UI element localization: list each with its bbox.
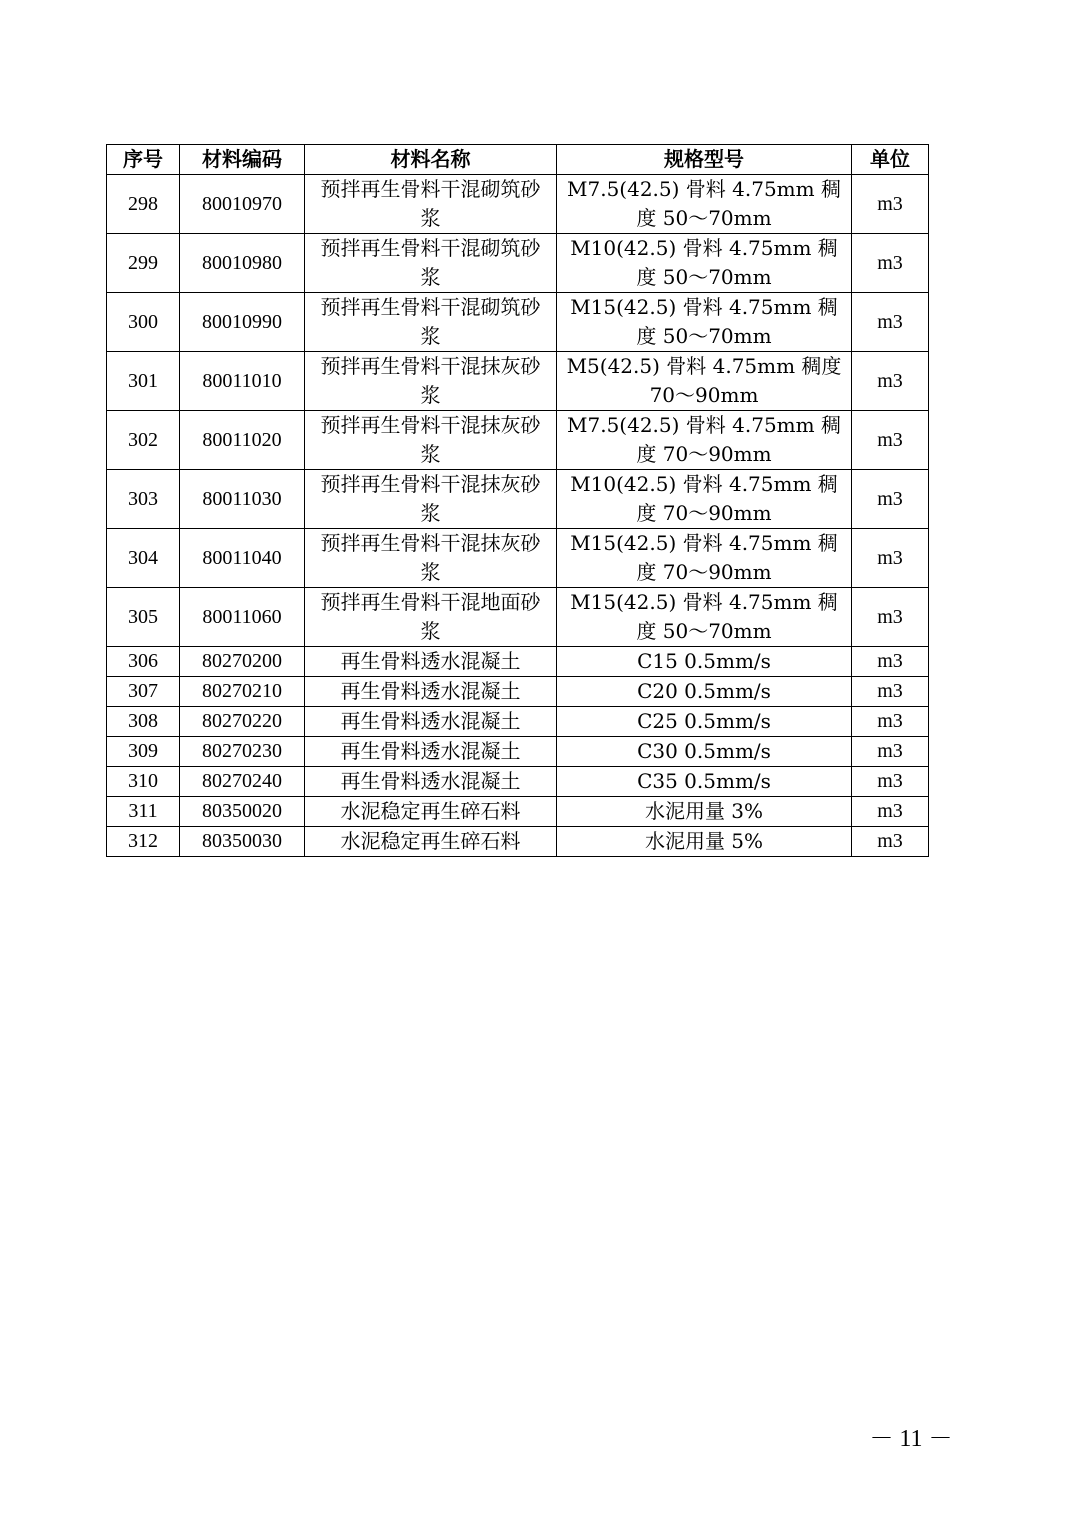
table-row <box>107 411 929 470</box>
cell-seq: 307 <box>107 677 180 707</box>
table-row <box>107 827 929 857</box>
cell-name: 预拌再生骨料干混抹灰砂浆 <box>305 411 557 470</box>
cell-name: 预拌再生骨料干混砌筑砂浆 <box>305 175 557 234</box>
cell-unit: m3 <box>852 827 929 857</box>
cell-name: 再生骨料透水混凝土 <box>305 707 557 737</box>
cell-code: 80011010 <box>180 352 305 411</box>
table-row <box>107 737 929 767</box>
cell-code: 80011030 <box>180 470 305 529</box>
cell-seq: 311 <box>107 797 180 827</box>
cell-spec: M10(42.5) 骨料 4.75mm 稠度 50～70mm <box>557 234 852 293</box>
table-row <box>107 293 929 352</box>
cell-seq: 301 <box>107 352 180 411</box>
header-unit: 单位 <box>852 145 929 175</box>
cell-name: 再生骨料透水混凝土 <box>305 737 557 767</box>
cell-unit: m3 <box>852 737 929 767</box>
cell-unit: m3 <box>852 470 929 529</box>
cell-name: 预拌再生骨料干混砌筑砂浆 <box>305 293 557 352</box>
cell-name: 预拌再生骨料干混地面砂浆 <box>305 588 557 647</box>
cell-code: 80270220 <box>180 707 305 737</box>
cell-spec: M7.5(42.5) 骨料 4.75mm 稠度 50～70mm <box>557 175 852 234</box>
cell-code: 80011060 <box>180 588 305 647</box>
table-row <box>107 529 929 588</box>
cell-name: 水泥稳定再生碎石料 <box>305 827 557 857</box>
header-name: 材料名称 <box>305 145 557 175</box>
table-row <box>107 677 929 707</box>
page-number: － 11 － <box>869 1426 953 1452</box>
cell-code: 80010980 <box>180 234 305 293</box>
table-row <box>107 588 929 647</box>
cell-seq: 304 <box>107 529 180 588</box>
header-spec: 规格型号 <box>557 145 852 175</box>
cell-name: 再生骨料透水混凝土 <box>305 767 557 797</box>
cell-code: 80010990 <box>180 293 305 352</box>
cell-code: 80350020 <box>180 797 305 827</box>
header-seq: 序号 <box>107 145 180 175</box>
table-row <box>107 175 929 234</box>
cell-spec: C15 0.5mm/s <box>557 647 852 677</box>
cell-unit: m3 <box>852 411 929 470</box>
cell-unit: m3 <box>852 797 929 827</box>
cell-seq: 312 <box>107 827 180 857</box>
cell-name: 预拌再生骨料干混砌筑砂浆 <box>305 234 557 293</box>
table-row <box>107 470 929 529</box>
cell-spec: C35 0.5mm/s <box>557 767 852 797</box>
cell-unit: m3 <box>852 175 929 234</box>
cell-unit: m3 <box>852 293 929 352</box>
cell-seq: 310 <box>107 767 180 797</box>
cell-seq: 302 <box>107 411 180 470</box>
table-body <box>107 175 929 857</box>
cell-unit: m3 <box>852 767 929 797</box>
cell-unit: m3 <box>852 677 929 707</box>
table-row <box>107 767 929 797</box>
table-header-row <box>107 145 929 175</box>
cell-code: 80270230 <box>180 737 305 767</box>
cell-unit: m3 <box>852 707 929 737</box>
cell-code: 80011020 <box>180 411 305 470</box>
header-code: 材料编码 <box>180 145 305 175</box>
cell-code: 80011040 <box>180 529 305 588</box>
cell-seq: 300 <box>107 293 180 352</box>
cell-spec: C30 0.5mm/s <box>557 737 852 767</box>
cell-spec: M15(42.5) 骨料 4.75mm 稠度 50～70mm <box>557 293 852 352</box>
cell-spec: M10(42.5) 骨料 4.75mm 稠度 70～90mm <box>557 470 852 529</box>
cell-unit: m3 <box>852 234 929 293</box>
cell-unit: m3 <box>852 352 929 411</box>
cell-spec: M7.5(42.5) 骨料 4.75mm 稠度 70～90mm <box>557 411 852 470</box>
cell-code: 80350030 <box>180 827 305 857</box>
cell-name: 再生骨料透水混凝土 <box>305 677 557 707</box>
cell-seq: 303 <box>107 470 180 529</box>
cell-seq: 299 <box>107 234 180 293</box>
cell-code: 80270240 <box>180 767 305 797</box>
table-row <box>107 707 929 737</box>
cell-spec: 水泥用量 3% <box>557 797 852 827</box>
materials-table <box>106 144 929 857</box>
cell-name: 预拌再生骨料干混抹灰砂浆 <box>305 529 557 588</box>
cell-seq: 305 <box>107 588 180 647</box>
cell-unit: m3 <box>852 647 929 677</box>
cell-name: 预拌再生骨料干混抹灰砂浆 <box>305 352 557 411</box>
cell-code: 80270200 <box>180 647 305 677</box>
cell-seq: 306 <box>107 647 180 677</box>
cell-name: 预拌再生骨料干混抹灰砂浆 <box>305 470 557 529</box>
cell-spec: M5(42.5) 骨料 4.75mm 稠度 70～90mm <box>557 352 852 411</box>
table-row <box>107 797 929 827</box>
cell-spec: C20 0.5mm/s <box>557 677 852 707</box>
cell-seq: 309 <box>107 737 180 767</box>
cell-spec: M15(42.5) 骨料 4.75mm 稠度 50～70mm <box>557 588 852 647</box>
cell-spec: C25 0.5mm/s <box>557 707 852 737</box>
cell-unit: m3 <box>852 588 929 647</box>
cell-spec: M15(42.5) 骨料 4.75mm 稠度 70～90mm <box>557 529 852 588</box>
table-row <box>107 647 929 677</box>
cell-spec: 水泥用量 5% <box>557 827 852 857</box>
cell-seq: 308 <box>107 707 180 737</box>
cell-name: 再生骨料透水混凝土 <box>305 647 557 677</box>
cell-code: 80010970 <box>180 175 305 234</box>
cell-seq: 298 <box>107 175 180 234</box>
table-row <box>107 352 929 411</box>
table-row <box>107 234 929 293</box>
cell-name: 水泥稳定再生碎石料 <box>305 797 557 827</box>
cell-code: 80270210 <box>180 677 305 707</box>
cell-unit: m3 <box>852 529 929 588</box>
